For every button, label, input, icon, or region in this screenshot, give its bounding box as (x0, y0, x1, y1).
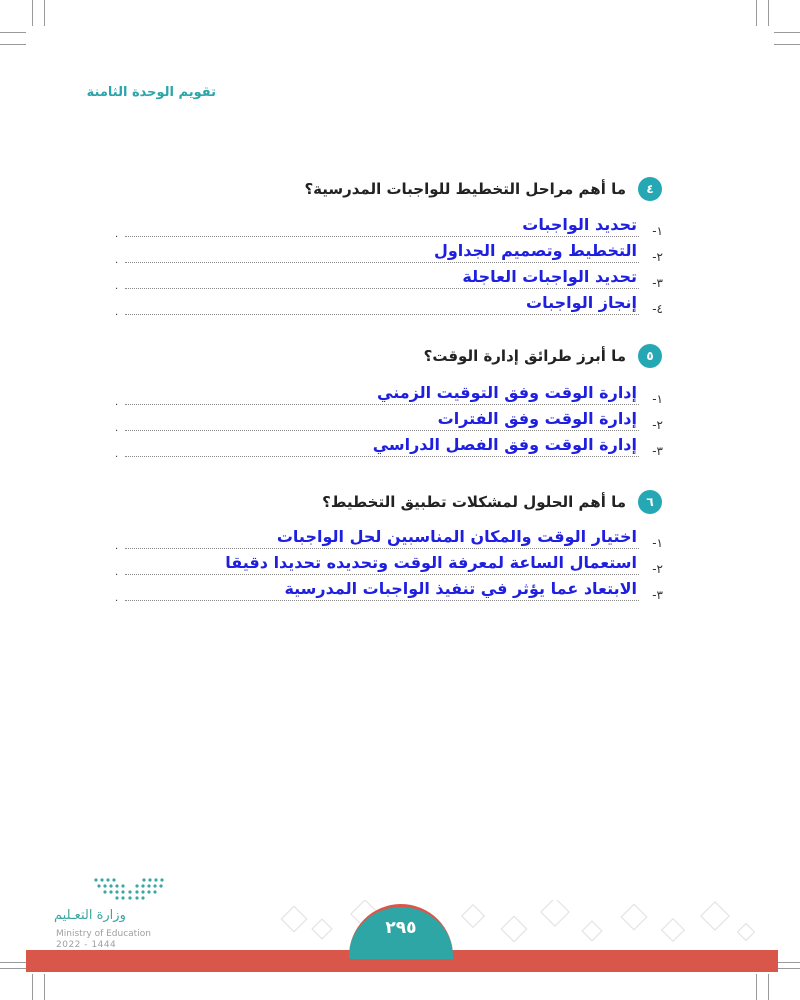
answer-text: استعمال الساعة لمعرفة الوقت وتحديده تحديدا دقيقا (225, 553, 637, 572)
crop-mark (756, 974, 757, 1000)
end-dot: . (115, 307, 119, 318)
dotted-line (125, 430, 639, 431)
question-number-badge: ٦ (638, 490, 662, 514)
question-text: ما أهم الحلول لمشكلات تطبيق التخطيط؟ (322, 493, 626, 511)
answer-text: إدارة الوقت وفق الفصل الدراسي (372, 435, 637, 454)
question-number-badge: ٤ (638, 177, 662, 201)
crop-mark (0, 32, 26, 33)
answer-line[interactable] (115, 408, 663, 434)
decorative-pattern (165, 900, 765, 950)
answer-line[interactable] (115, 266, 663, 292)
ministry-name-english: Ministry of Education (56, 929, 151, 939)
crop-mark (0, 968, 26, 969)
answer-line[interactable] (115, 434, 663, 460)
answer-line[interactable] (115, 526, 663, 552)
end-dot: . (115, 423, 119, 434)
end-dot: . (115, 281, 119, 292)
ministry-year: 2022 - 1444 (56, 940, 117, 950)
dotted-line (125, 288, 639, 289)
question-6 (102, 490, 662, 514)
dotted-line (125, 262, 639, 263)
crop-mark (0, 44, 26, 45)
crop-mark (44, 0, 45, 26)
dotted-line (125, 456, 639, 457)
answer-text: تحديد الواجبات العاجلة (462, 267, 637, 286)
answer-text: تحديد الواجبات (522, 215, 637, 234)
question-number-badge: ٥ (638, 344, 662, 368)
ministry-name-arabic: وزارة التعـليم (54, 908, 126, 923)
answer-number: ١- (652, 536, 663, 550)
end-dot: . (115, 255, 119, 266)
answer-number: ٢- (652, 250, 663, 264)
end-dot: . (115, 397, 119, 408)
answer-line[interactable] (115, 214, 663, 240)
crop-mark (774, 32, 800, 33)
end-dot: . (115, 541, 119, 552)
unit-title: تقويم الوحدة الثامنة (86, 85, 216, 100)
dotted-line (125, 236, 639, 237)
crop-mark (32, 974, 33, 1000)
crop-mark (0, 962, 26, 963)
question-text: ما أهم مراحل التخطيط للواجبات المدرسية؟ (304, 180, 626, 198)
answer-number: ٤- (652, 302, 663, 316)
question-5 (102, 344, 662, 368)
answer-text: التخطيط وتصميم الجداول (433, 241, 637, 260)
answer-line[interactable] (115, 240, 663, 266)
end-dot: . (115, 567, 119, 578)
answer-number: ٢- (652, 562, 663, 576)
answer-text: اختيار الوقت والمكان المناسبين لحل الواجبات (276, 527, 637, 546)
crop-mark (44, 974, 45, 1000)
end-dot: . (115, 449, 119, 460)
answer-number: ١- (652, 392, 663, 406)
dotted-line (125, 574, 639, 575)
crop-mark (768, 0, 769, 26)
answer-line[interactable] (115, 292, 663, 318)
answer-text: إدارة الوقت وفق التوقيت الزمني (377, 383, 637, 402)
crop-mark (756, 0, 757, 26)
question-4 (102, 177, 662, 201)
answer-text: الابتعاد عما يؤثر في تنفيذ الواجبات المدرسية (284, 579, 637, 598)
answer-number: ٣- (652, 444, 663, 458)
answer-line[interactable] (115, 578, 663, 604)
answer-text: إدارة الوقت وفق الفترات (437, 409, 637, 428)
dotted-line (125, 314, 639, 315)
answer-line[interactable] (115, 382, 663, 408)
page-number: ٢٩٥ (385, 918, 417, 938)
answer-number: ٣- (652, 276, 663, 290)
end-dot: . (115, 229, 119, 240)
answer-line[interactable] (115, 552, 663, 578)
crop-mark (32, 0, 33, 26)
dotted-line (125, 548, 639, 549)
question-text: ما أبرز طرائق إدارة الوقت؟ (423, 347, 626, 365)
dotted-line (125, 404, 639, 405)
dotted-line (125, 600, 639, 601)
end-dot: . (115, 593, 119, 604)
crop-mark (774, 44, 800, 45)
ministry-logo-icon (92, 876, 168, 902)
crop-mark (768, 974, 769, 1000)
answer-text: إنجاز الواجبات (526, 293, 637, 312)
answer-number: ٣- (652, 588, 663, 602)
answer-number: ٢- (652, 418, 663, 432)
answer-number: ١- (652, 224, 663, 238)
